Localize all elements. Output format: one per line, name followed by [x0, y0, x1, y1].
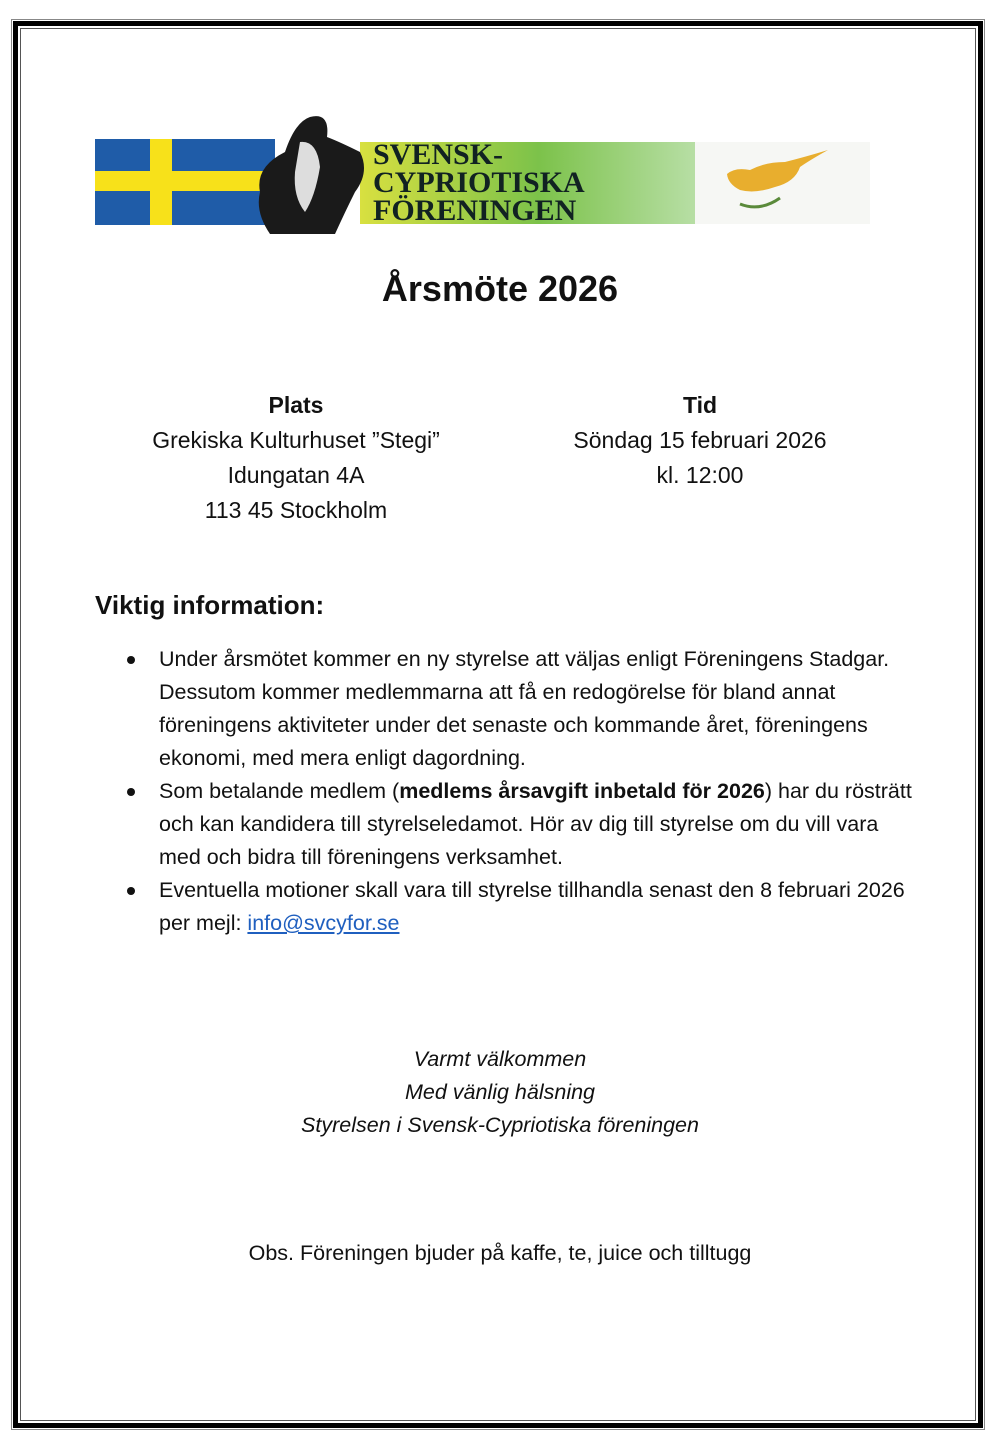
info-text: Eventuella motioner skall vara till styrelse tillhandla senast den 8 februari 2026 per mejl:	[159, 878, 905, 935]
closing-signature: Styrelsen i Svensk-Cypriotiska föreningen	[301, 1113, 699, 1137]
closing-line: Med vänlig hälsning	[404, 1080, 596, 1104]
svg-text:FÖRENINGEN: FÖRENINGEN	[373, 194, 577, 227]
info-list	[95, 643, 915, 940]
time-date: Söndag 15 februari 2026	[573, 427, 827, 453]
association-logo	[95, 112, 870, 234]
email-link[interactable]: info@svcyfor.se	[247, 911, 400, 935]
info-item	[159, 874, 915, 940]
place-city: 113 45 Stockholm	[204, 497, 388, 523]
info-item	[159, 643, 915, 775]
place-venue: Grekiska Kulturhuset ”Stegi”	[152, 427, 440, 453]
info-text: ) har du rösträtt och kan kandidera till styrelseledamot. Hör av dig till styrelse om du vill vara med och bidra till föreningens verksamhet.	[159, 779, 912, 869]
swedish-flag-icon	[95, 139, 275, 225]
closing-line: Varmt välkommen	[413, 1047, 587, 1071]
statue-icon	[259, 116, 364, 234]
svg-text:CYPRIOTISKA: CYPRIOTISKA	[373, 166, 585, 199]
time-heading: Tid	[682, 392, 718, 418]
page-title: Årsmöte 2026	[381, 268, 619, 309]
place-section	[96, 388, 496, 528]
time-section	[500, 388, 900, 493]
closing-greeting	[0, 1043, 1000, 1142]
info-text: Under årsmötet kommer en ny styrelse att väljas enligt Föreningens Stadgar. Dessutom kommer medlemmarna att få en redogörelse för bland annat föreningens aktiviteter under det senaste och kommande året, föreningens ekonomi, med mera enligt dagordning.	[159, 647, 890, 770]
info-heading: Viktig information:	[95, 590, 325, 620]
obs-note: Obs. Föreningen bjuder på kaffe, te, juice och tilltugg	[248, 1241, 752, 1265]
info-item	[159, 775, 915, 874]
place-street: Idungatan 4A	[227, 462, 365, 488]
time-clock: kl. 12:00	[656, 462, 744, 488]
place-heading: Plats	[268, 392, 324, 418]
info-text: Som betalande medlem (	[159, 779, 400, 803]
info-bold-text: medlems årsavgift inbetald för 2026	[399, 779, 765, 803]
svg-text:SVENSK-: SVENSK-	[373, 138, 504, 171]
